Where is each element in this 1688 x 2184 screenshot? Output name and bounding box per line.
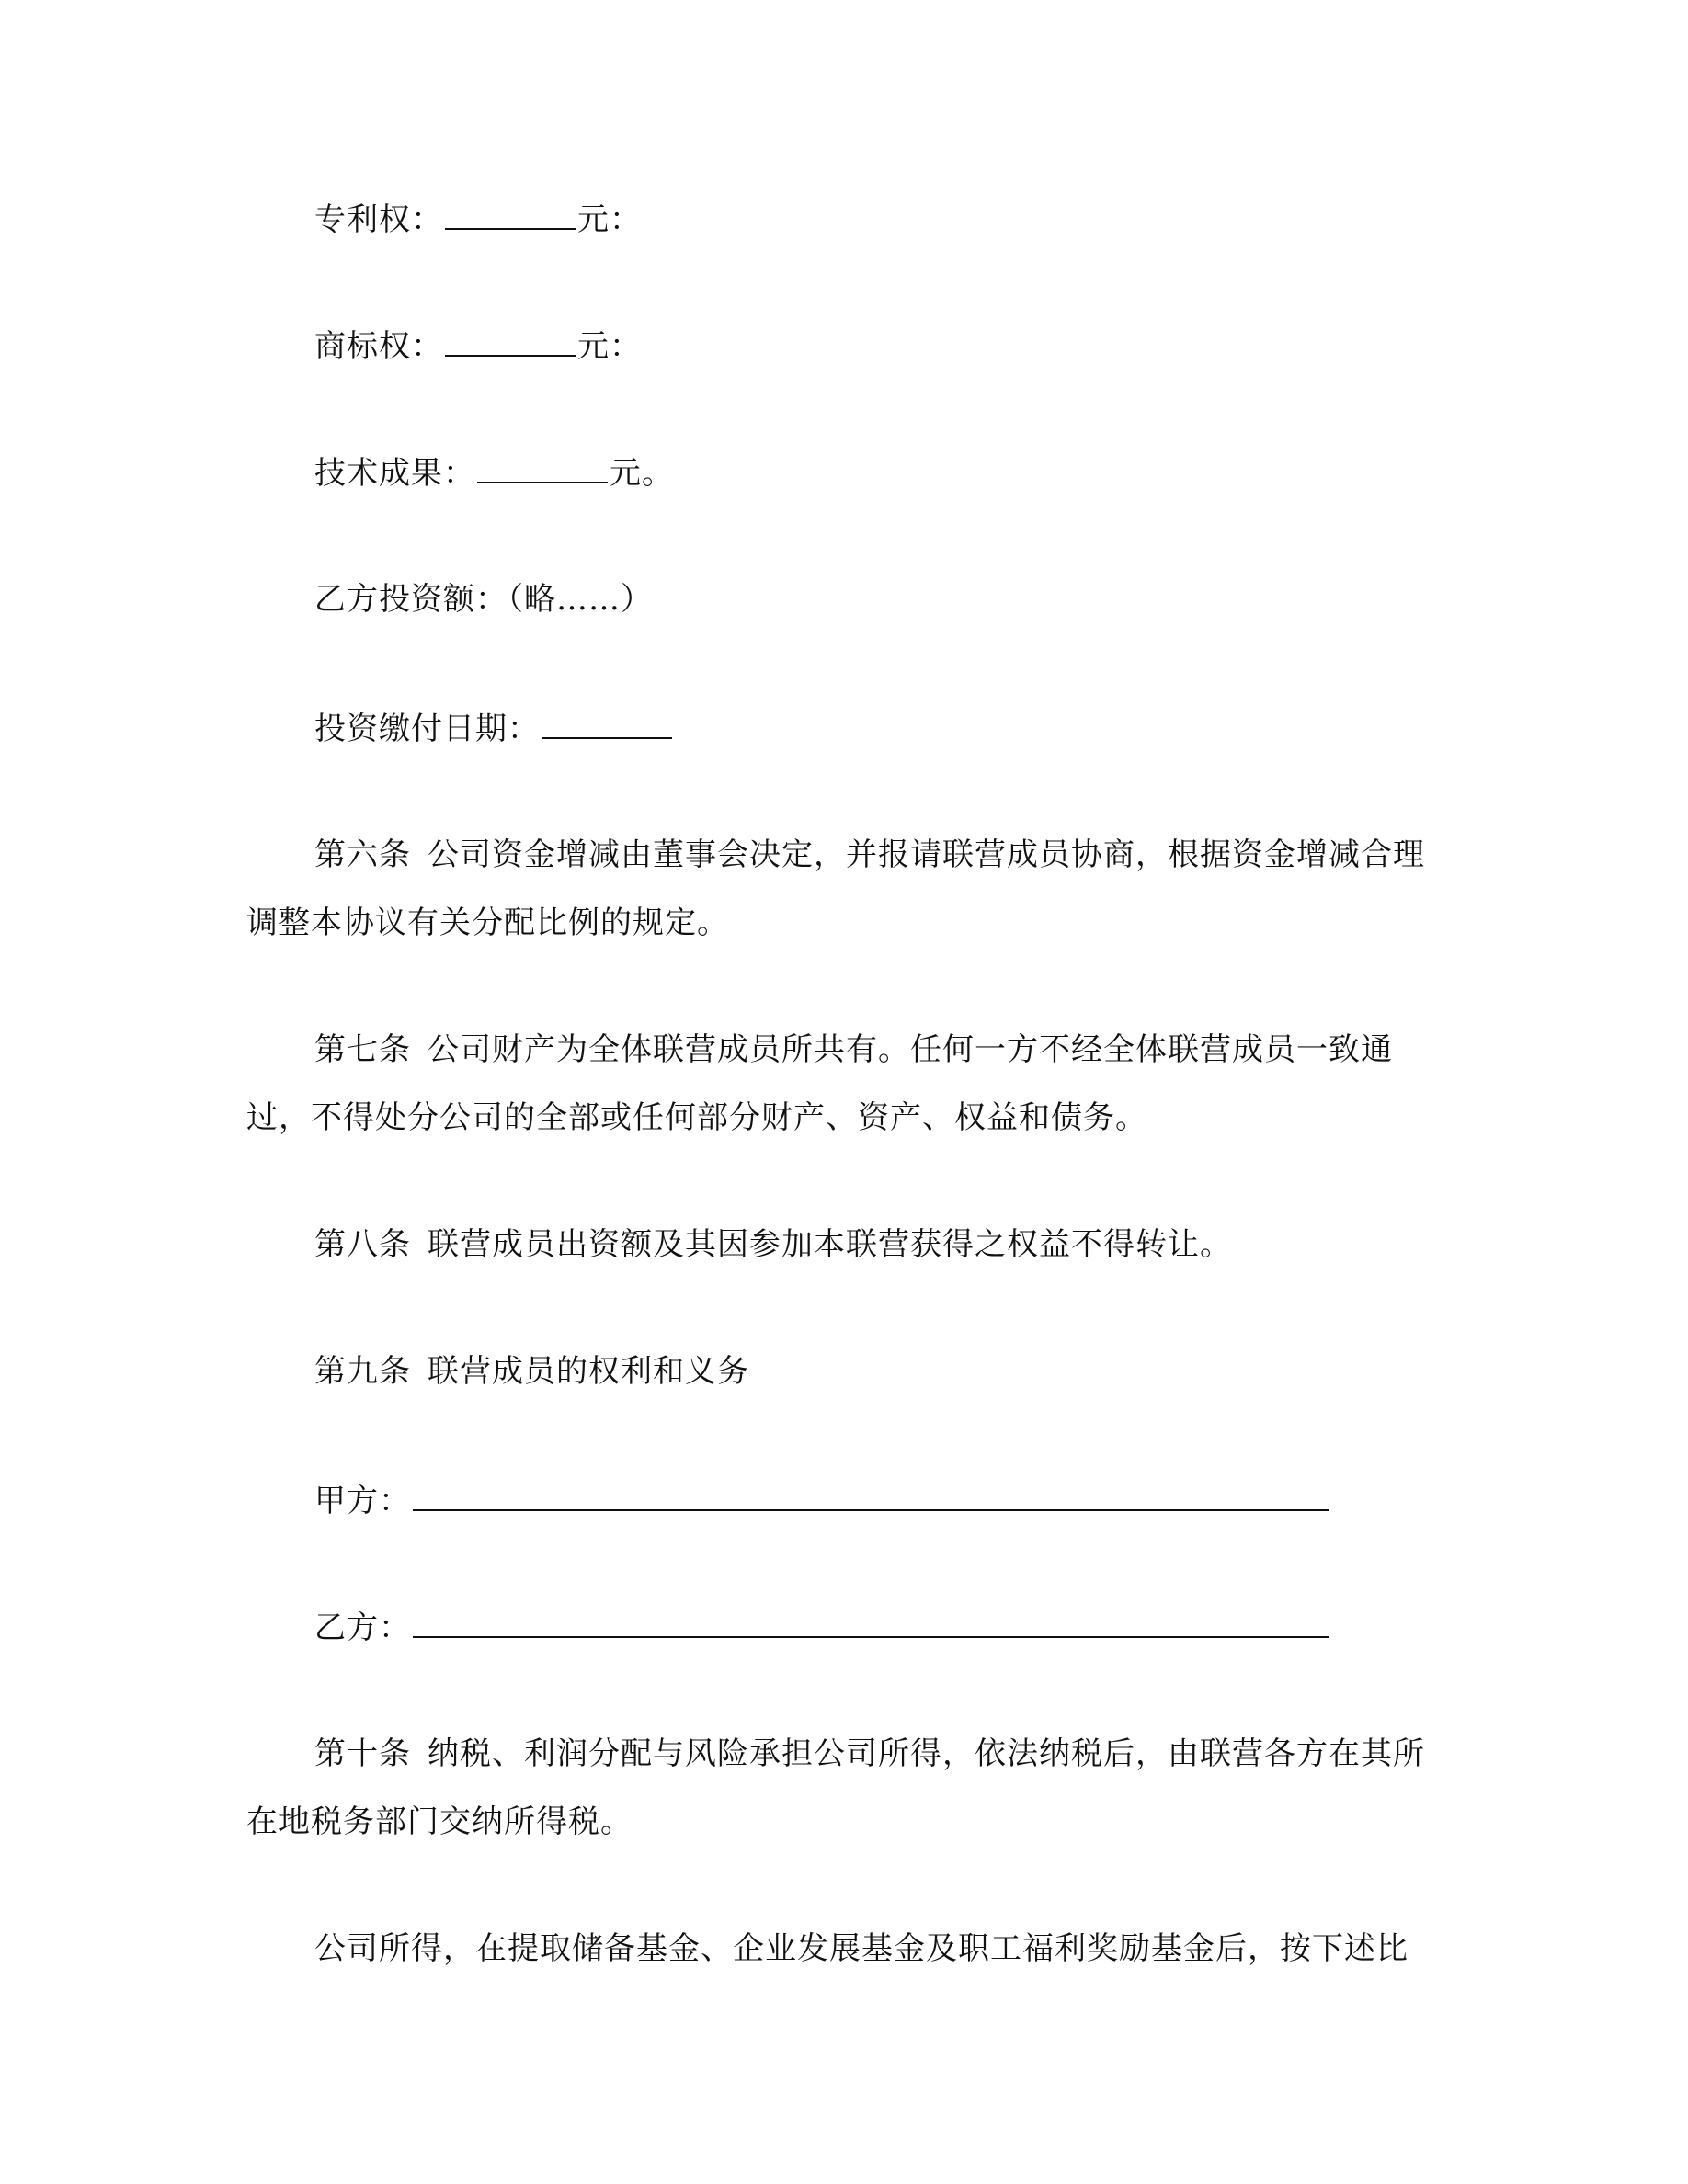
article-9-text: 联营成员的权利和义务 — [428, 1353, 749, 1390]
patent-label: 专利权： — [314, 201, 443, 238]
party-b-label: 乙方： — [314, 1610, 411, 1646]
payment-date-blank — [542, 710, 672, 739]
trademark-label: 商标权： — [314, 328, 443, 365]
profit-distribution-line: 公司所得，在提取储备基金、企业发展基金及职工福利奖励基金后，按下述比 — [314, 1930, 1409, 1967]
article-6-line-2: 调整本协议有关分配比例的规定。 — [246, 904, 729, 941]
trademark-line — [314, 327, 642, 365]
payment-date-label: 投资缴付日期： — [314, 711, 540, 747]
article-6-title: 第六条 — [314, 836, 411, 873]
article-7-title: 第七条 — [314, 1031, 411, 1068]
trademark-blank — [445, 327, 576, 357]
article-9-title: 第九条 — [314, 1353, 411, 1390]
patent-blank — [445, 200, 576, 230]
article-10-line-1 — [314, 1735, 1425, 1772]
tech-line — [314, 454, 674, 492]
article-7-text-1: 公司财产为全体联营成员所共有。任何一方不经全体联营成员一致通 — [428, 1031, 1393, 1068]
party-a-blank — [413, 1482, 1329, 1511]
article-10-text-1: 纳税、利润分配与风险承担公司所得，依法纳税后，由联营各方在其所 — [428, 1735, 1425, 1772]
tech-unit: 元。 — [610, 455, 674, 492]
article-6-text-1: 公司资金增减由董事会决定，并报请联营成员协商，根据资金增减合理 — [428, 836, 1425, 873]
article-8-title: 第八条 — [314, 1226, 411, 1263]
party-a-label: 甲方： — [314, 1483, 411, 1519]
article-7-line-2: 过，不得处分公司的全部或任何部分财产、资产、权益和债务。 — [246, 1099, 1147, 1136]
article-8-line — [314, 1226, 1232, 1263]
party-b-line — [314, 1609, 1330, 1646]
article-8-text: 联营成员出资额及其因参加本联营获得之权益不得转让。 — [428, 1226, 1232, 1263]
article-10-title: 第十条 — [314, 1735, 411, 1772]
patent-unit: 元： — [577, 201, 642, 238]
party-b-blank — [413, 1609, 1329, 1638]
tech-label: 技术成果： — [314, 455, 475, 492]
party-a-line — [314, 1482, 1330, 1519]
article-6-line-1 — [314, 836, 1425, 873]
article-9-line — [314, 1353, 749, 1390]
tech-blank — [477, 454, 608, 483]
patent-line — [314, 200, 642, 238]
payment-date-line — [314, 710, 674, 747]
article-7-line-1 — [314, 1031, 1393, 1068]
article-10-line-2: 在地税务部门交纳所得税。 — [246, 1803, 633, 1840]
party-b-investment: 乙方投资额：（略……） — [314, 581, 653, 618]
trademark-unit: 元： — [577, 328, 642, 365]
